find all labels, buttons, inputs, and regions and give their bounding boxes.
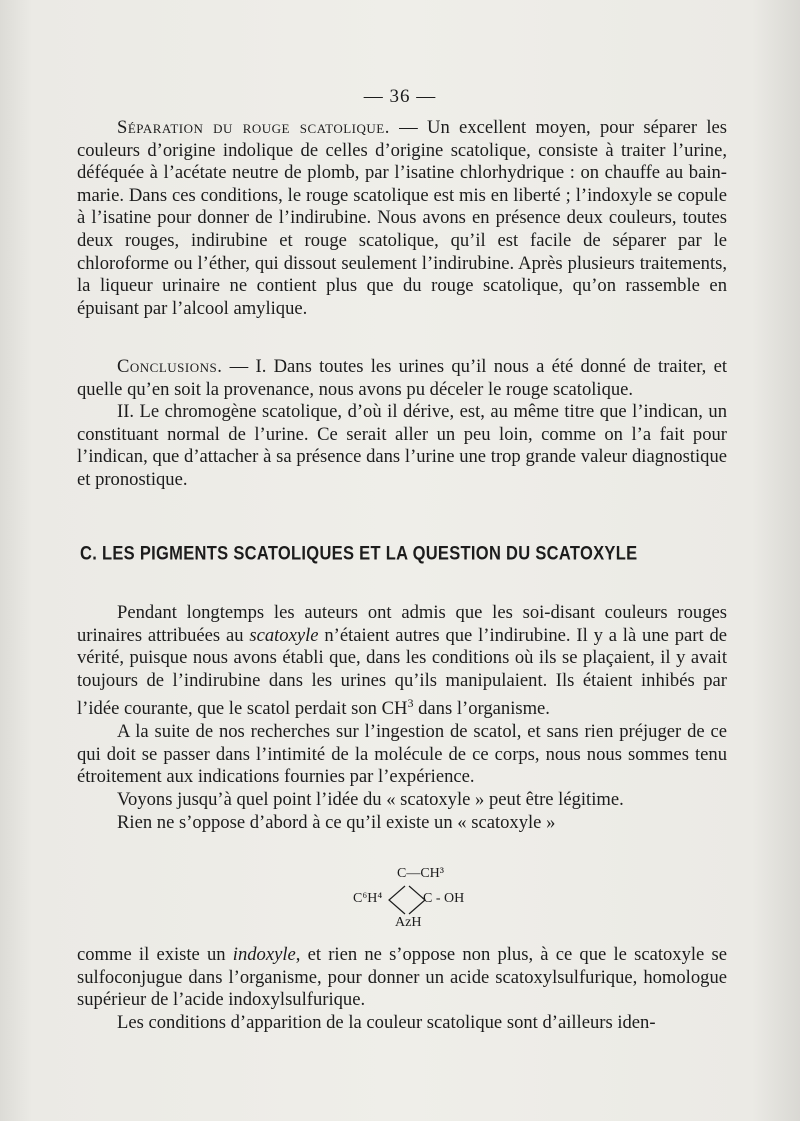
conclusions-heading: Conclusions. xyxy=(117,356,223,377)
p1-text-c: dans l’organisme. xyxy=(413,698,550,720)
separation-heading: Séparation du rouge scatolique. xyxy=(117,117,390,138)
section-c-paragraph-3: Voyons jusqu’à quel point l’idée du « scatoxyle » peut être légitime. xyxy=(117,788,624,810)
section-c-paragraph-5 xyxy=(77,944,727,1012)
section-conclusions xyxy=(77,356,727,492)
indoxyle-term: indoxyle xyxy=(232,944,296,965)
section-c-paragraph-4: Rien ne s’oppose d’abord à ce qu’il existe un « scatoxyle » xyxy=(117,811,556,833)
formula-top: C—CH³ xyxy=(397,866,444,881)
p5-text-a: comme il existe un xyxy=(77,944,233,965)
section-c-continuation xyxy=(77,944,727,1034)
page-number: — 36 — xyxy=(363,86,437,107)
formula-bottom: AzH xyxy=(395,915,422,930)
section-c-paragraph-2: A la suite de nos recherches sur l’ingestion de scatol, et sans rien préjuger de ce qui doit se passer dans l’intimité de la molécule de ce corps, nous nous sommes tenu étroitement aux indications fournies par l’expérience. xyxy=(77,721,727,788)
conclusions-paragraph-2: II. Le chromogène scatolique, d’où il dérive, est, au même titre que l’indican, un constituant normal de l’urine. Ce serait aller un peu loin, comme on l’a fait pour l’indican, que d’attacher à sa présence dans l’urine une trop grande valeur diagnostique et pronostique. xyxy=(77,401,727,490)
scatoxyle-term: scatoxyle xyxy=(249,624,319,646)
conclusions-paragraph-1 xyxy=(77,356,727,401)
p5-text-b: , et rien ne s’oppose non plus, à ce que le scatoxyle se sulfoconjugue dans l’organisme, pour donner un acide scatoxylsulfurique, homologue supérieur de l’acide indoxylsulfurique. xyxy=(77,944,727,1011)
separation-paragraph xyxy=(77,117,727,320)
section-c-paragraph-6: Les conditions d’apparition de la couleur scatolique sont d’ailleurs iden- xyxy=(117,1011,656,1033)
section-c-paragraph-1 xyxy=(77,602,727,721)
p1-text-b: n’étaient autres que l’indirubine. Il y a là une part de vérité, puisque nous avons établi que, dans les conditions où ils se plaçaient, il y avait toujours de l’indirubine dans les urines qu’ils manipulaient. Ils étaient inhibés par l’idée courante, que le scatol perdait son CH xyxy=(77,624,727,720)
scatoxyle-formula xyxy=(345,860,495,935)
ch3-superscript: 3 xyxy=(407,696,414,711)
section-separation xyxy=(77,117,727,320)
conclusions-text-1: — I. Dans toutes les urines qu’il nous a été donné de traiter, et quelle qu’en soit la provenance, nous avons pu déceler le rouge scatolique. xyxy=(77,356,727,400)
section-c-body xyxy=(77,602,727,834)
formula-right: C - OH xyxy=(423,891,465,906)
section-c-title: C. LES PIGMENTS SCATOLIQUES ET LA QUESTION DU SCATOXYLE xyxy=(80,543,638,565)
separation-body: — Un excellent moyen, pour séparer les couleurs d’origine indolique de celles d’origine scatolique, consiste à traiter l’urine, déféquée à l’acétate neutre de plomb, par l’isatine chlorhydrique : on chauffe au bain-marie. Dans ces conditions, le rouge scatolique est mis en liberté ; l’indoxyle se copule à l’isatine pour donner de l’indirubine. Nous avons en présence deux couleurs, toutes deux rouges, indirubine et rouge scatolique, qu’il est facile de séparer par le chloroforme ou l’éther, qui dissout seulement l’indirubine. Après plusieurs traitements, la liqueur urinaire ne contient plus que du rouge scatolique, qu’on rassemble en épuisant par l’alcool amylique. xyxy=(77,117,727,319)
formula-left: C⁶H⁴ xyxy=(353,891,383,906)
p1-text-a: Pendant longtemps les auteurs ont admis que les soi-disant couleurs rouges urinaires attribuées au xyxy=(77,602,727,646)
